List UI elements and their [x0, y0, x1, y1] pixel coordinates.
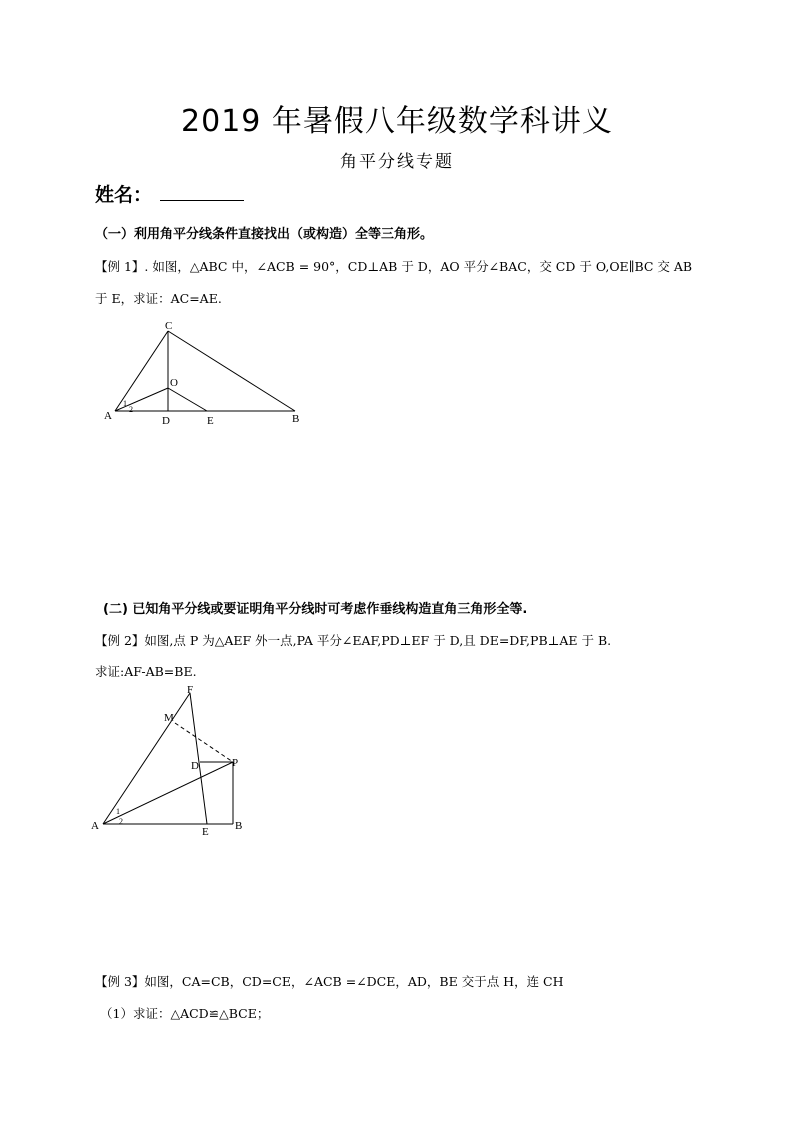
- example2-text-line2: 求证:AF-AB=BE.: [95, 664, 197, 679]
- fig2-label-a: A: [91, 820, 99, 832]
- fig2-label-d: D: [191, 760, 199, 772]
- fig1-angle-1: 1: [123, 399, 127, 408]
- example1-text-line1: 【例 1】. 如图，△ABC 中，∠ACB = 90°，CD⊥AB 于 D，AO 平分∠BAC，交 CD 于 O,OE∥BC 交 AB: [95, 259, 693, 274]
- page-title: 2019 年暑假八年级数学科讲义: [181, 104, 613, 139]
- fig2-angle-2: 2: [119, 817, 123, 826]
- section1-heading: （一）利用角平分线条件直接找出（或构造）全等三角形。: [95, 227, 434, 242]
- fig2-segment-ap: [103, 762, 233, 824]
- name-blank-line[interactable]: [160, 182, 244, 201]
- example2-text-line1: 【例 2】如图,点 P 为△AEF 外一点,PA 平分∠EAF,PD⊥EF 于 D,且 DE=DF,PB⊥AE 于 B.: [95, 633, 612, 648]
- fig1-label-c: C: [165, 320, 173, 332]
- fig2-label-b: B: [235, 820, 243, 832]
- fig2-label-p: P: [232, 757, 239, 769]
- fig1-label-e: E: [207, 415, 214, 427]
- fig2-label-e: E: [202, 826, 209, 838]
- fig2-segment-fe: [190, 693, 207, 824]
- fig1-label-d: D: [162, 415, 170, 427]
- example3-question1: （1）求证：△ACD≌△BCE；: [100, 1006, 270, 1021]
- section2-heading: (二) 已知角平分线或要证明角平分线时可考虑作垂线构造直角三角形全等.: [103, 602, 528, 617]
- page-subtitle: 角平分线专题: [340, 152, 454, 172]
- fig1-label-a: A: [104, 410, 112, 422]
- fig2-segment-pm-dashed: [175, 723, 233, 762]
- example1-text-line2: 于 E，求证：AC=AE.: [95, 291, 222, 306]
- fig2-angle-1: 1: [116, 807, 120, 816]
- fig2-segment-af: [103, 693, 190, 824]
- fig1-label-o: O: [170, 377, 178, 389]
- fig1-label-b: B: [292, 413, 300, 425]
- fig2-label-m: M: [164, 712, 174, 724]
- name-row: [95, 180, 244, 207]
- fig1-segment-oe: [168, 388, 207, 411]
- name-label: 姓名：: [95, 184, 153, 206]
- fig2-label-f: F: [187, 684, 194, 696]
- fig1-angle-2: 2: [129, 405, 133, 414]
- example3-text-line1: 【例 3】如图，CA=CB，CD=CE，∠ACB =∠DCE，AD，BE 交于点 H，连 CH: [95, 974, 564, 989]
- figure2-triangle-diagram: [88, 680, 258, 840]
- figure1-triangle-diagram: [95, 312, 315, 432]
